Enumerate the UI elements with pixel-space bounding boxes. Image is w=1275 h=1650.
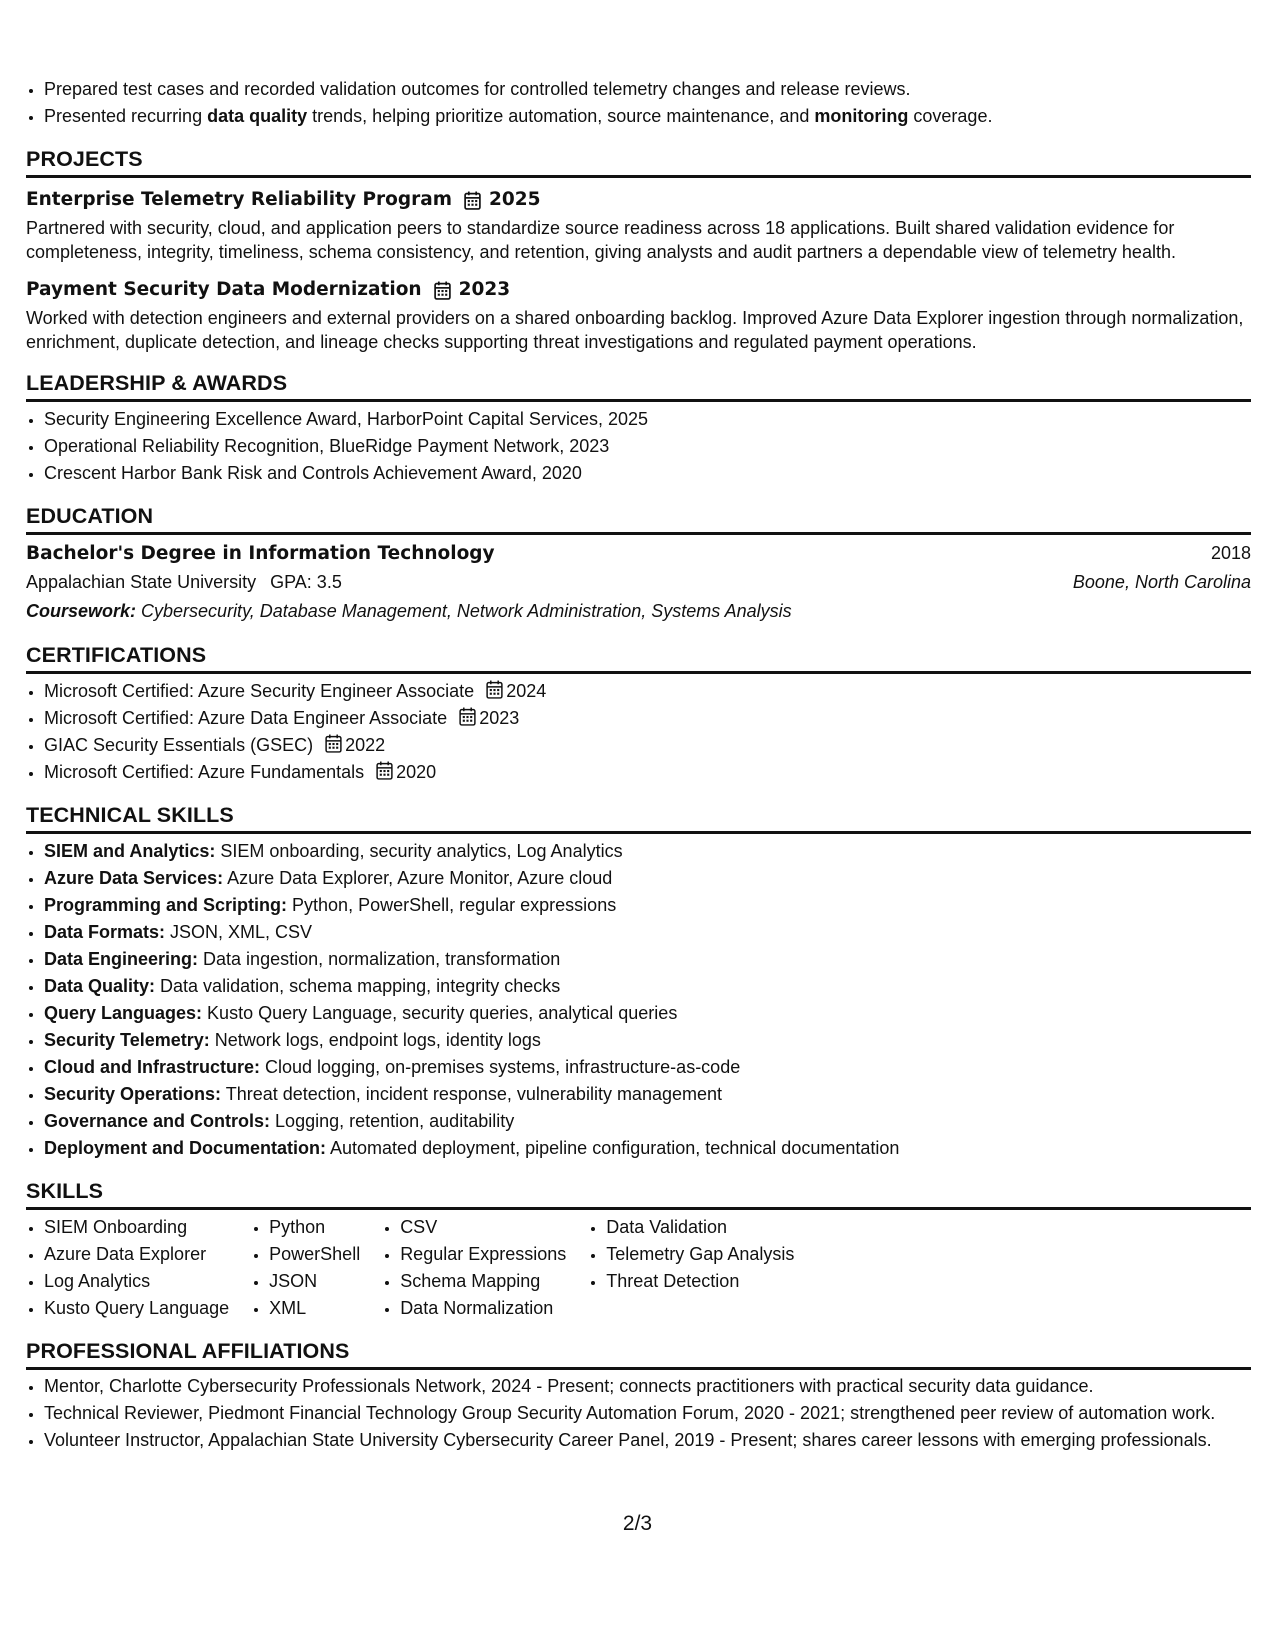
certification-year: 2022 — [345, 735, 386, 755]
list-item — [44, 892, 1251, 919]
skill-values: Logging, retention, auditability — [270, 1111, 515, 1131]
list-item: • JSON — [269, 1268, 360, 1295]
list-item: • Operational Reliability Recognition, BlueRidge Payment Network, 2023 — [44, 433, 1251, 460]
list-item — [44, 838, 1251, 865]
list-item: • Volunteer Instructor, Appalachian State University Cybersecurity Career Panel, 2019 - Present; shares career lessons with emerging professionals. — [44, 1428, 1221, 1452]
skill-values: Threat detection, incident response, vulnerability management — [221, 1084, 723, 1104]
education-entry — [26, 535, 1251, 626]
leadership-section — [26, 370, 1251, 487]
certification-name: Microsoft Certified: Azure Data Engineer Associate — [44, 708, 448, 728]
list-item: • Data Validation — [606, 1214, 794, 1241]
certification-year: 2024 — [506, 681, 547, 701]
bullet-text: coverage. — [908, 106, 993, 126]
skill-category: Data Engineering: — [44, 949, 199, 969]
technical-skills-section — [26, 802, 1251, 1162]
project-description: Worked with detection engineers and external providers on a shared onboarding backlog. Improved Azure Data Explorer ingestion through normalization, enrichment, duplicate detection, and lineage checks supporting threat investigations and regulated payment operations. — [26, 308, 1244, 352]
skill-category: Security Operations: — [44, 1084, 222, 1104]
list-item: • CSV — [400, 1214, 566, 1241]
skills-column — [26, 1214, 229, 1322]
skill-category: Cloud and Infrastructure: — [44, 1057, 261, 1077]
skills-column — [588, 1214, 794, 1322]
graduation-year: 2018 — [1210, 543, 1251, 563]
skill-values: JSON, XML, CSV — [165, 922, 313, 942]
section-heading: SKILLS — [26, 1178, 1251, 1210]
calendar-icon — [486, 680, 503, 699]
project-title: Enterprise Telemetry Reliability Program — [26, 189, 453, 210]
calendar-icon — [464, 191, 481, 210]
list-item: • Kusto Query Language — [44, 1295, 229, 1322]
list-item — [44, 732, 1251, 759]
section-heading: PROFESSIONAL AFFILIATIONS — [26, 1338, 1251, 1370]
project-title: Payment Security Data Modernization — [26, 279, 422, 300]
skill-values: SIEM onboarding, security analytics, Log Analytics — [215, 841, 623, 861]
skill-category: Azure Data Services: — [44, 868, 224, 888]
resume-page — [26, 76, 1251, 1452]
skills-grid — [26, 1210, 1251, 1322]
skill-values: Python, PowerShell, regular expressions — [287, 895, 617, 915]
bullet-text: Prepared test cases and recorded validation outcomes for controlled telemetry changes and release reviews. — [44, 79, 911, 99]
skill-category: Data Quality: — [44, 976, 156, 996]
section-heading: TECHNICAL SKILLS — [26, 802, 1251, 834]
list-item — [44, 678, 1251, 705]
coursework-list: Cybersecurity, Database Management, Network Administration, Systems Analysis — [136, 601, 792, 621]
list-item — [44, 1054, 1251, 1081]
section-heading: PROJECTS — [26, 146, 1251, 178]
bullet-text: Presented recurring — [44, 106, 208, 126]
calendar-icon — [325, 734, 342, 753]
list-item: • Data Normalization — [400, 1295, 566, 1322]
skills-column — [382, 1214, 566, 1322]
certification-name: Microsoft Certified: Azure Security Engineer Associate — [44, 681, 475, 701]
skill-category: SIEM and Analytics: — [44, 841, 216, 861]
calendar-icon — [376, 761, 393, 780]
page-number: 2/3 — [622, 1512, 653, 1535]
list-item: • SIEM Onboarding — [44, 1214, 229, 1241]
list-item — [44, 1135, 1251, 1162]
certification-name: GIAC Security Essentials (GSEC) — [44, 735, 314, 755]
list-item: • Schema Mapping — [400, 1268, 566, 1295]
skill-values: Data ingestion, normalization, transformation — [198, 949, 561, 969]
section-heading: CERTIFICATIONS — [26, 642, 1251, 674]
project-description: Partnered with security, cloud, and application peers to standardize source readiness across 18 applications. Built shared validation evidence for completeness, integrity, timeliness, schema consistency, and retention, giving analysts and audit partners a dependable view of telemetry health. — [26, 218, 1176, 262]
skill-category: Deployment and Documentation: — [44, 1138, 327, 1158]
list-item: • Threat Detection — [606, 1268, 794, 1295]
list-item — [44, 1027, 1251, 1054]
list-item: • Regular Expressions — [400, 1241, 566, 1268]
skill-values: Automated deployment, pipeline configuration, technical documentation — [326, 1138, 900, 1158]
project-title-row — [26, 276, 1251, 304]
skill-category: Data Formats: — [44, 922, 166, 942]
certification-year: 2020 — [396, 762, 437, 782]
list-item — [44, 1108, 1251, 1135]
skills-column — [251, 1214, 360, 1322]
school-location: Boone, North Carolina — [1072, 572, 1251, 592]
list-item: • Security Engineering Excellence Award, HarborPoint Capital Services, 2025 — [44, 406, 1251, 433]
skill-values: Network logs, endpoint logs, identity logs — [209, 1030, 541, 1050]
skills-section — [26, 1178, 1251, 1322]
skill-category: Programming and Scripting: — [44, 895, 288, 915]
list-item: • Python — [269, 1214, 360, 1241]
list-item — [44, 946, 1251, 973]
list-item: • PowerShell — [269, 1241, 360, 1268]
coursework-label: Coursework: — [26, 601, 137, 621]
gpa: GPA: 3.5 — [270, 572, 342, 592]
project-year: 2025 — [489, 189, 541, 210]
certifications-section — [26, 642, 1251, 786]
section-heading: EDUCATION — [26, 503, 1251, 535]
school-name: Appalachian State University — [26, 572, 257, 592]
experience-bullets — [26, 76, 1251, 130]
affiliations-section — [26, 1338, 1251, 1452]
list-item — [44, 705, 1251, 732]
project-title-row — [26, 186, 1251, 214]
list-item — [44, 973, 1251, 1000]
list-item: • XML — [269, 1295, 360, 1322]
skill-category: Security Telemetry: — [44, 1030, 210, 1050]
certification-year: 2023 — [479, 708, 520, 728]
list-item — [44, 76, 1251, 103]
skill-values: Data validation, schema mapping, integrity checks — [155, 976, 561, 996]
degree-title: Bachelor's Degree in Information Technology — [26, 543, 495, 564]
list-item: • Telemetry Gap Analysis — [606, 1241, 794, 1268]
technical-skills-list — [26, 834, 1251, 1162]
list-item: • Mentor, Charlotte Cybersecurity Professionals Network, 2024 - Present; connects practitioners with practical security data guidance. — [44, 1374, 1221, 1398]
section-heading: LEADERSHIP & AWARDS — [26, 370, 1251, 402]
list-item: • Crescent Harbor Bank Risk and Controls Achievement Award, 2020 — [44, 460, 1251, 487]
skill-category: Query Languages: — [44, 1003, 203, 1023]
skill-values: Cloud logging, on-premises systems, infrastructure-as-code — [260, 1057, 741, 1077]
affiliations-list — [26, 1370, 1251, 1452]
skill-values: Azure Data Explorer, Azure Monitor, Azure cloud — [223, 868, 613, 888]
certification-name: Microsoft Certified: Azure Fundamentals — [44, 762, 365, 782]
list-item — [44, 1081, 1251, 1108]
skill-category: Governance and Controls: — [44, 1111, 271, 1131]
calendar-icon — [459, 707, 476, 726]
bullet-emphasis: monitoring — [814, 106, 909, 126]
list-item — [44, 103, 1251, 130]
list-item: • Azure Data Explorer — [44, 1241, 229, 1268]
project-year: 2023 — [458, 279, 511, 300]
certifications-list — [26, 674, 1251, 786]
list-item — [44, 1000, 1251, 1027]
awards-list — [26, 402, 1251, 487]
list-item: • Technical Reviewer, Piedmont Financial Technology Group Security Automation Forum, 2020 - 2021; strengthened peer review of automation work. — [44, 1401, 1221, 1425]
list-item — [44, 865, 1251, 892]
list-item — [44, 919, 1251, 946]
projects-section — [26, 146, 1251, 354]
skill-values: Kusto Query Language, security queries, analytical queries — [202, 1003, 678, 1023]
calendar-icon — [434, 281, 451, 300]
list-item — [44, 759, 1251, 786]
bullet-emphasis: data quality — [207, 106, 308, 126]
list-item: • Log Analytics — [44, 1268, 229, 1295]
bullet-text: trends, helping prioritize automation, source maintenance, and — [307, 106, 815, 126]
education-section — [26, 503, 1251, 626]
